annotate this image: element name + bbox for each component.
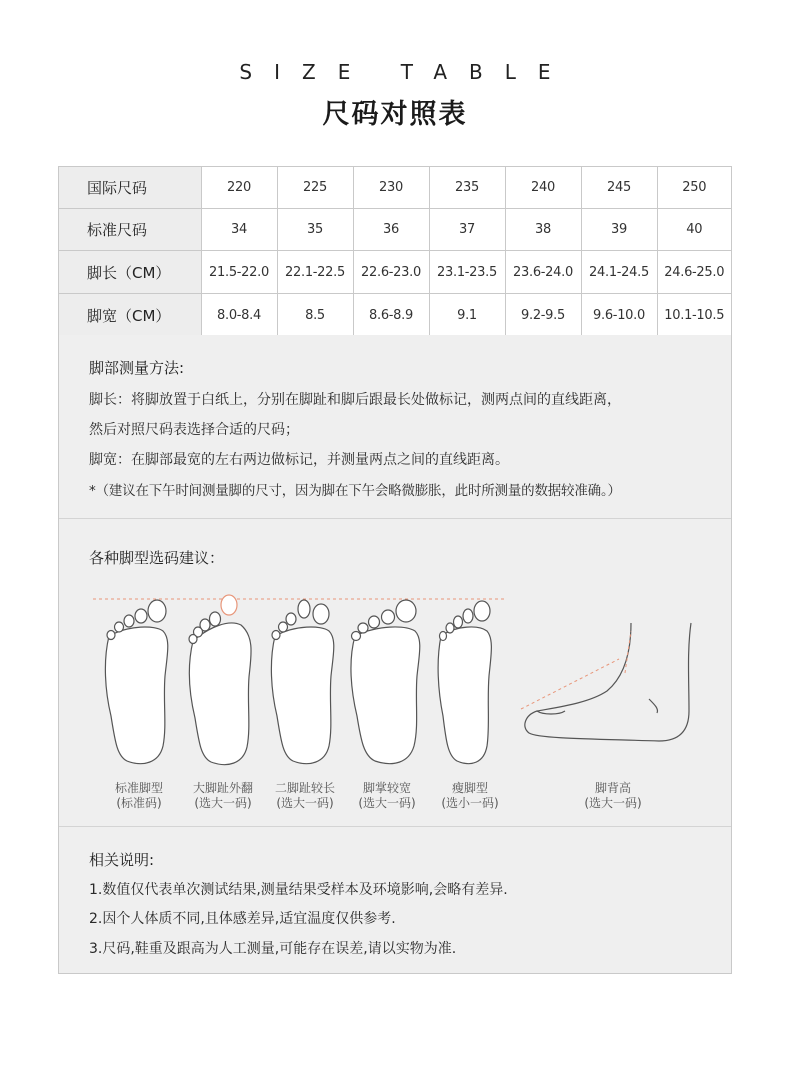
table-cell: 22.6-23.0 <box>353 251 429 294</box>
foot-type-name: 脚掌较宽 <box>362 781 411 795</box>
table-cell: 34 <box>201 209 277 251</box>
table-cell: 220 <box>201 167 277 209</box>
table-cell: 8.6-8.9 <box>353 294 429 337</box>
foot-type-name: 瘦脚型 <box>451 781 488 795</box>
foot-type-advice: (选大一码) <box>358 796 416 810</box>
table-cell: 39 <box>581 209 657 251</box>
slim-foot-icon <box>438 601 491 764</box>
table-cell: 24.1-24.5 <box>581 251 657 294</box>
note-line: 3.尺码,鞋重及跟高为人工测量,可能存在误差,请以实物为准. <box>89 941 457 957</box>
note-line: 1.数值仅代表单次测试结果,测量结果受样本及环境影响,会略有差异. <box>89 882 508 898</box>
table-row <box>59 167 731 209</box>
standard-foot-icon <box>105 600 167 764</box>
foot-type-caption <box>181 781 265 811</box>
table-cell: 8.0-8.4 <box>201 294 277 337</box>
table-cell: 245 <box>581 167 657 209</box>
title-english: SIZE TABLE <box>239 60 573 84</box>
long-second-toe-foot-icon <box>271 600 333 764</box>
table-cell: 225 <box>277 167 353 209</box>
measure-line: *（建议在下午时间测量脚的尺寸，因为脚在下午会略微膨胀，此时所测量的数据较准确。） <box>89 483 621 499</box>
title-chinese: 尺码对照表 <box>322 99 468 130</box>
foot-type-caption <box>345 781 429 811</box>
table-cell: 9.6-10.0 <box>581 294 657 337</box>
table-cell: 9.1 <box>429 294 505 337</box>
table-cell: 23.1-23.5 <box>429 251 505 294</box>
table-cell: 250 <box>657 167 731 209</box>
foot-type-name: 标准脚型 <box>114 781 163 795</box>
measure-method-title: 脚部测量方法: <box>89 359 185 377</box>
row-label: 标准尺码 <box>59 209 201 251</box>
wide-foot-icon <box>351 600 420 764</box>
foot-type-advice: (选大一码) <box>276 796 334 810</box>
table-cell: 8.5 <box>277 294 353 337</box>
foot-type-name: 脚背高 <box>594 781 631 795</box>
table-cell: 40 <box>657 209 731 251</box>
foot-type-advice: (选小一码) <box>441 796 499 810</box>
foot-types-illustration <box>59 581 731 781</box>
table-cell: 9.2-9.5 <box>505 294 581 337</box>
instep-reference-line <box>521 659 619 709</box>
size-chart-panel <box>58 166 732 974</box>
measure-line: 然后对照尺码表选择合适的尺码； <box>89 422 299 438</box>
foot-type-caption <box>429 781 511 811</box>
foot-type-caption <box>99 781 179 811</box>
row-label: 脚长（CM） <box>59 251 201 294</box>
foot-type-advice: (选大一码) <box>584 796 642 810</box>
table-row <box>59 209 731 251</box>
foot-type-name: 二脚趾较长 <box>274 781 335 795</box>
measure-method-section <box>59 335 731 519</box>
measure-line: 脚宽：在脚部最宽的左右两边做标记，并测量两点之间的直线距离。 <box>89 452 509 468</box>
table-row <box>59 251 731 294</box>
foot-type-advice: (标准码) <box>116 796 162 810</box>
table-row <box>59 294 731 337</box>
foot-types-section <box>59 519 731 827</box>
table-cell: 35 <box>277 209 353 251</box>
measure-line: 脚长：将脚放置于白纸上，分别在脚趾和脚后跟最长处做标记，测两点间的直线距离， <box>89 392 621 408</box>
table-cell: 21.5-22.0 <box>201 251 277 294</box>
foot-type-advice: (选大一码) <box>194 796 252 810</box>
foot-type-caption <box>263 781 347 811</box>
table-cell: 36 <box>353 209 429 251</box>
table-cell: 24.6-25.0 <box>657 251 731 294</box>
foot-types-title: 各种脚型选码建议： <box>89 549 225 567</box>
foot-type-caption <box>571 781 655 811</box>
table-cell: 22.1-22.5 <box>277 251 353 294</box>
high-instep-foot-icon <box>525 623 691 741</box>
table-cell: 38 <box>505 209 581 251</box>
row-label: 国际尺码 <box>59 167 201 209</box>
table-cell: 235 <box>429 167 505 209</box>
bunion-foot-icon <box>189 595 251 765</box>
table-cell: 23.6-24.0 <box>505 251 581 294</box>
notes-section <box>59 827 731 973</box>
foot-type-name: 大脚趾外翻 <box>192 781 253 795</box>
table-cell: 240 <box>505 167 581 209</box>
row-label: 脚宽（CM） <box>59 294 201 337</box>
table-cell: 230 <box>353 167 429 209</box>
table-cell: 37 <box>429 209 505 251</box>
table-cell: 10.1-10.5 <box>657 294 731 337</box>
size-table <box>59 167 731 337</box>
notes-title: 相关说明: <box>89 851 155 869</box>
note-line: 2.因个人体质不同,且体感差异,适宜温度仅供参考. <box>89 911 396 927</box>
